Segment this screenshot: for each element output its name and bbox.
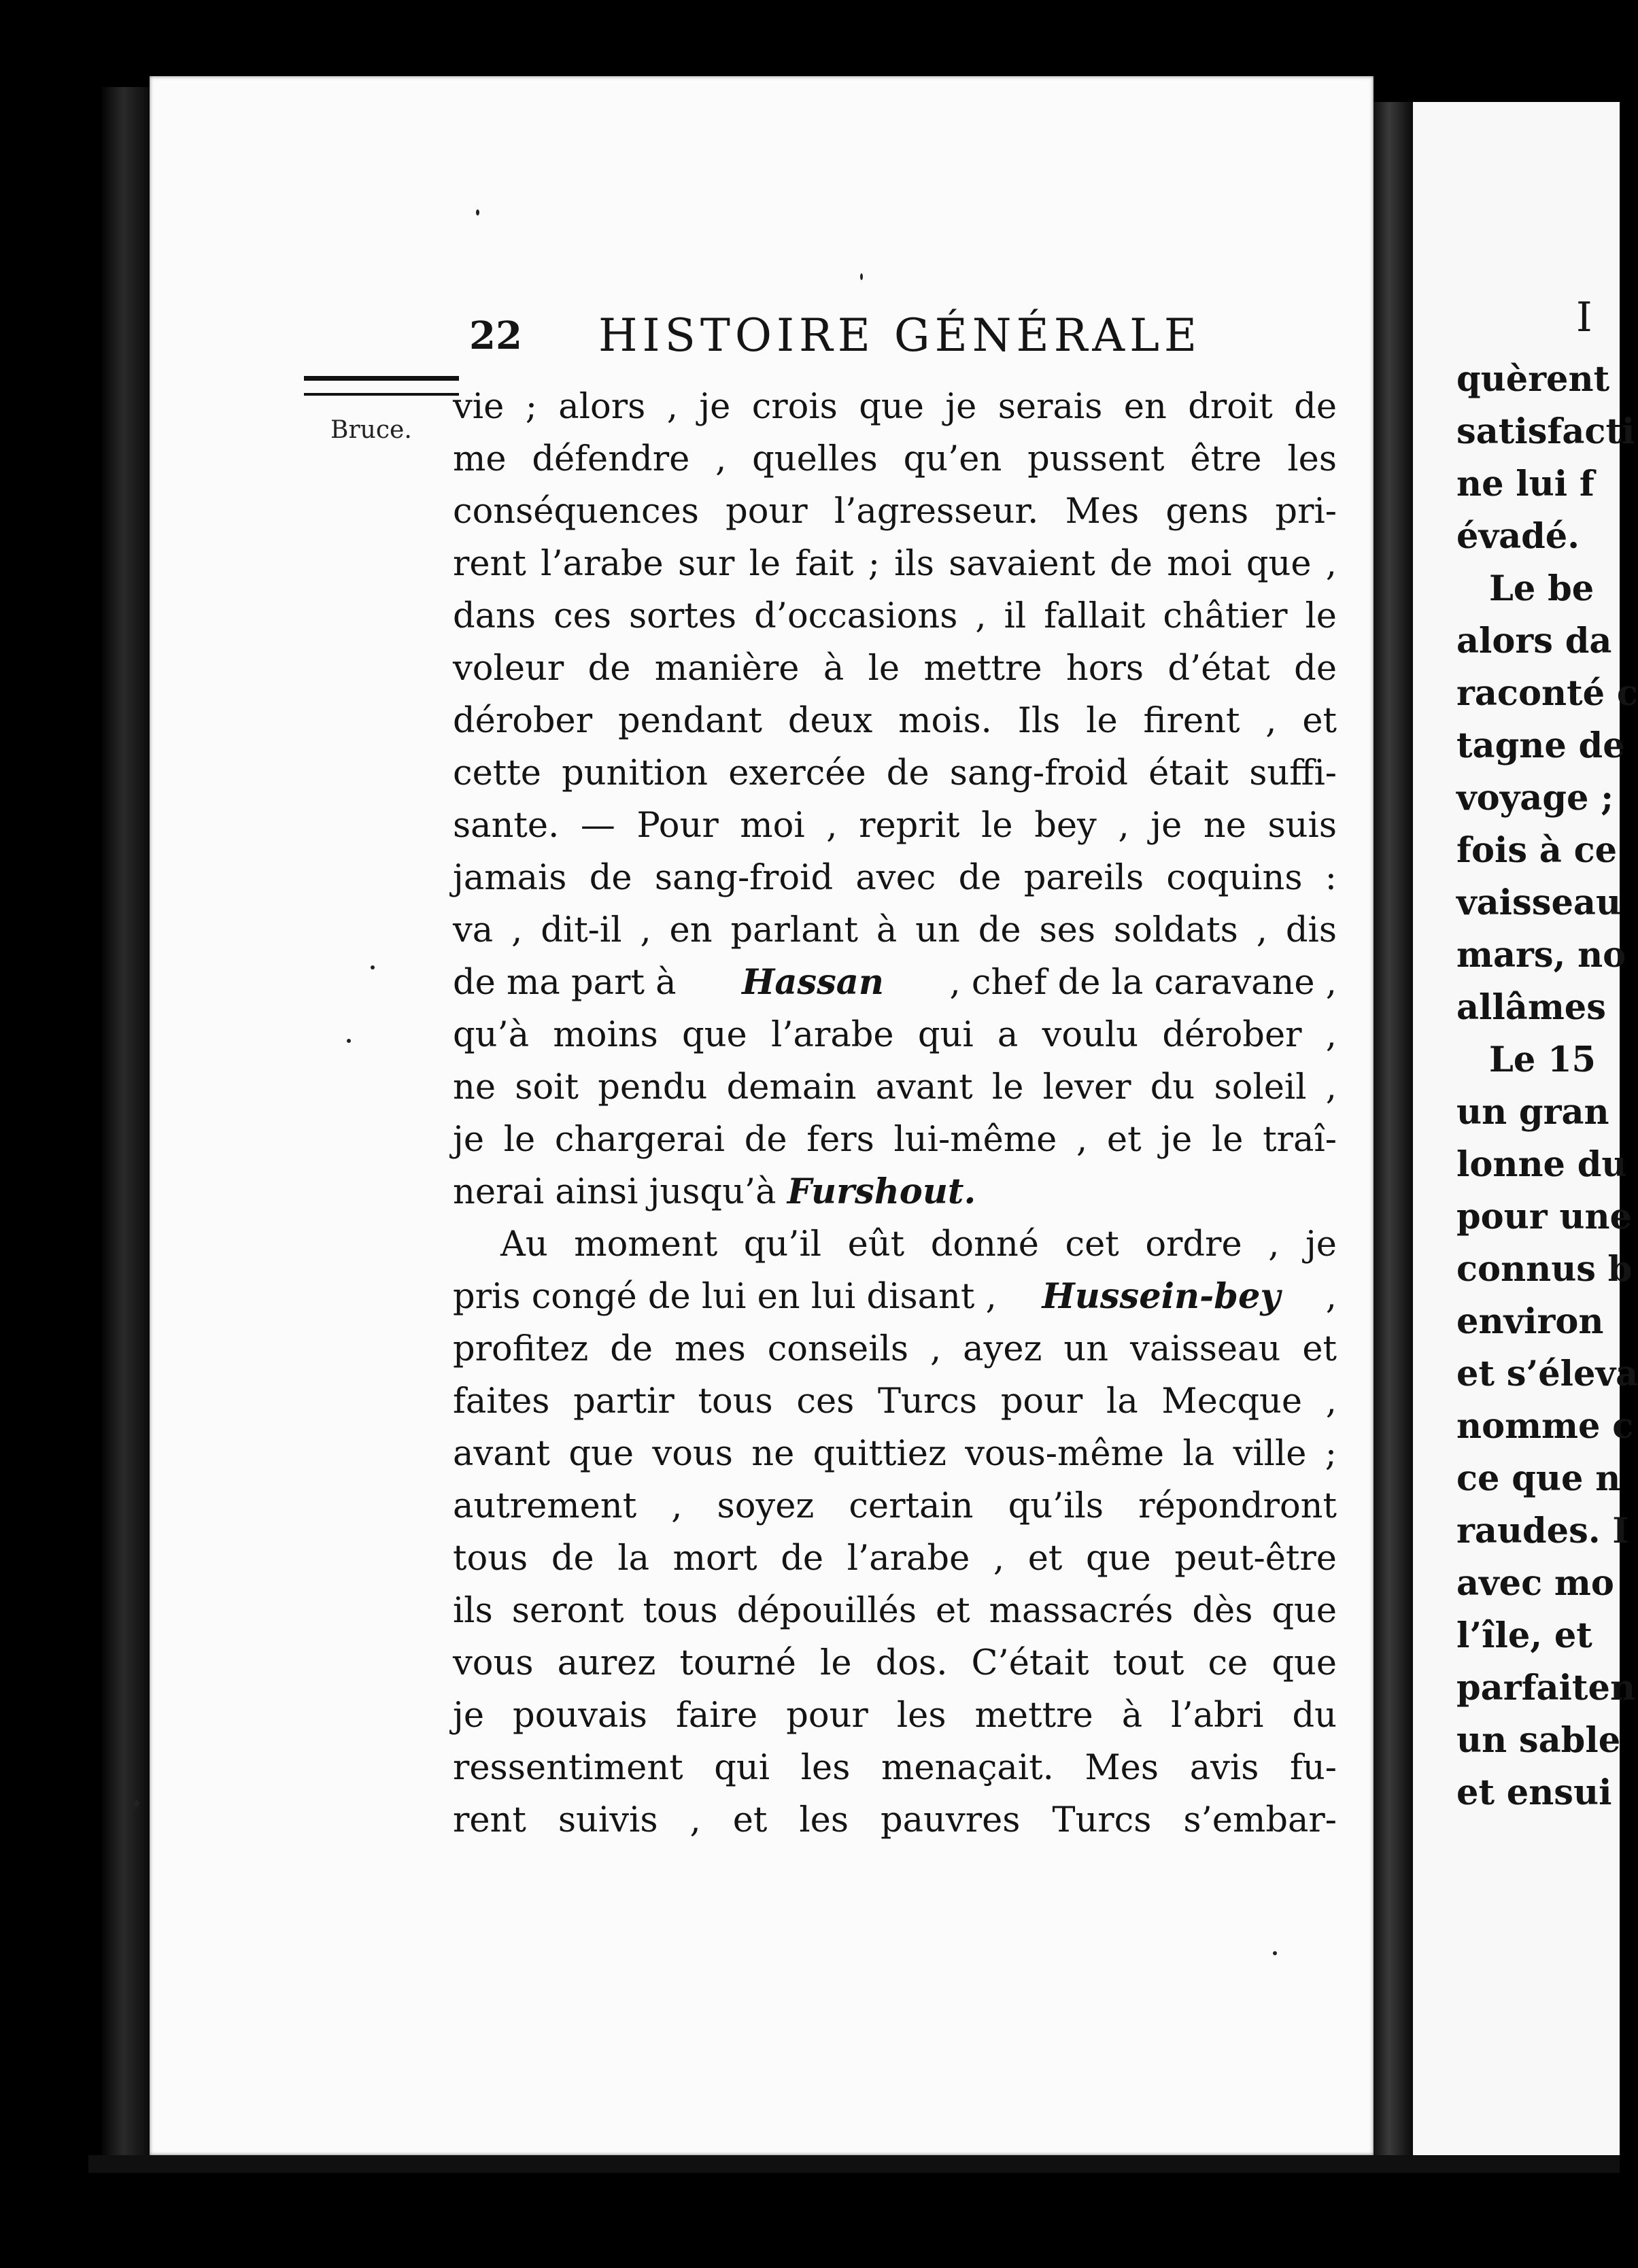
facing-text-line: satisfacti [1456,411,1635,452]
text-line [453,904,1337,957]
text-segment: , chef de la caravane , [938,963,1337,1003]
text-line [453,1585,1337,1637]
text-segment: ils seront tous dépouillés et massacrés dès que [453,1591,1337,1631]
facing-text-line: ce que n [1456,1458,1621,1499]
text-line [453,1428,1337,1480]
text-segment: me défendre , quelles qu’en pussent être les [453,439,1337,479]
facing-text-line: connus b [1456,1249,1633,1290]
text-segment: cette punition exercée de sang-froid était suffi- [453,753,1337,793]
text-segment: faites partir tous ces Turcs pour la Mecque , [453,1381,1337,1422]
body-text [453,381,1337,1846]
scan-speck [1273,1951,1277,1955]
text-segment: jamais de sang-froid avec de pareils coquins : [453,858,1337,898]
text-line [453,800,1337,852]
text-line [453,485,1337,538]
text-line [453,590,1337,642]
facing-text-line: lonne du [1456,1144,1627,1185]
facing-text-line: quèrent [1456,359,1610,400]
text-segment: , [1314,1277,1337,1317]
text-segment: avant que vous ne quittiez vous-même la ville ; [453,1434,1337,1474]
text-segment: tous de la mort de l’arabe , et que peut-être [453,1539,1337,1579]
scan-speck [347,1039,351,1043]
facing-page-head: I [1576,294,1592,341]
facing-text-line: mars, no [1456,935,1626,976]
text-line [453,747,1337,800]
facing-text-line: parfaiten [1456,1668,1636,1708]
facing-text-line: raudes. I [1456,1511,1629,1551]
facing-text-line: évadé. [1456,516,1580,557]
text-line [453,695,1337,747]
text-segment: vous aurez tourné le dos. C’était tout ce que [453,1643,1337,1683]
facing-text-line: tagne de [1456,725,1625,766]
text-segment: qu’à moins que l’arabe qui a voulu dérober , [453,1015,1337,1055]
facing-text-line: avec mo [1456,1563,1614,1604]
text-line [453,1061,1337,1114]
facing-text-line: un gran [1456,1092,1609,1133]
facing-text-line: voyage ; [1456,778,1614,819]
facing-text-line: un sable [1456,1720,1621,1761]
text-segment: rent suivis , et les pauvres Turcs s’embar- [453,1800,1337,1840]
facing-text-line: nomme c [1456,1406,1634,1447]
facing-text-line: l’île, et [1456,1615,1592,1656]
text-segment: profitez de mes conseils , ayez un vaisseau et [453,1329,1337,1369]
text-segment: nerai ainsi jusqu’à [453,1172,787,1212]
text-segment: dans ces sortes d’occasions , il fallait châtier le [453,596,1337,636]
scan-speck [133,1800,139,1806]
text-line [453,1480,1337,1532]
facing-text-line: Le be [1489,568,1594,609]
text-line [453,852,1337,904]
italic-text: Furshout. [787,1171,976,1212]
left-book-edge [102,87,150,2167]
text-segment: ne soit pendu demain avant le lever du soleil , [453,1067,1337,1107]
italic-text: Hassan [742,962,884,1003]
facing-text-line: ne lui f [1456,464,1594,504]
bottom-book-edge [88,2155,1620,2173]
scan-speck [476,209,479,216]
text-segment: voleur de manière à le mettre hors d’état de [453,649,1337,689]
facing-text-line: et s’éleva [1456,1354,1638,1394]
text-segment: je le chargerai de fers lui-même , et je le traî- [453,1120,1337,1160]
margin-rule [304,376,459,396]
page-number: 22 [469,313,522,358]
text-segment: Au moment qu’il eût donné cet ordre , je [500,1224,1337,1265]
text-line [453,381,1337,433]
text-segment: conséquences pour l’agresseur. Mes gens pri- [453,492,1337,532]
text-line [453,1114,1337,1166]
text-segment: va , dit-il , en parlant à un de ses soldats , dis [453,910,1337,950]
scan-speck [371,965,375,969]
facing-text-line: allâmes [1456,987,1606,1028]
text-segment: pris congé de lui en lui disant , [453,1277,1008,1317]
text-line [453,1271,1337,1323]
margin-note: Bruce. [330,416,412,444]
text-line [453,1009,1337,1061]
text-line [453,957,1337,1009]
text-line [453,1166,1337,1218]
facing-text-line: fois à ce [1456,830,1618,871]
book-gutter [1373,102,1413,2169]
facing-text-line: et ensui [1456,1772,1612,1813]
text-segment: vie ; alors , je crois que je serais en droit de [453,387,1337,427]
text-line [453,433,1337,485]
text-line [453,1532,1337,1585]
running-title: HISTOIRE GÉNÉRALE [598,309,1202,362]
text-line [453,1689,1337,1742]
text-line [453,1742,1337,1794]
facing-text-line: alors da [1456,621,1612,662]
text-line [453,1637,1337,1689]
text-line [453,1794,1337,1846]
text-line [453,1375,1337,1428]
text-line [453,1323,1337,1375]
text-segment: dérober pendant deux mois. Ils le firent , et [453,701,1337,741]
text-segment: autrement , soyez certain qu’ils répondront [453,1486,1337,1526]
facing-text-line: pour une [1456,1197,1632,1237]
text-segment: rent l’arabe sur le fait ; ils savaient de moi que , [453,544,1337,584]
text-segment: sante. — Pour moi , reprit le bey , je ne suis [453,806,1337,846]
text-line [453,1218,1337,1271]
facing-text-line: Le 15 [1489,1040,1597,1080]
scan-speck [860,273,863,280]
text-segment: ressentiment qui les menaçait. Mes avis fu- [453,1748,1337,1788]
facing-text-line: environ [1456,1301,1604,1342]
text-line [453,642,1337,695]
running-head [469,309,1217,371]
facing-text-line: raconté c [1456,673,1638,714]
text-segment: je pouvais faire pour les mettre à l’abri du [453,1696,1337,1736]
text-segment: de ma part à [453,963,687,1003]
text-line [453,538,1337,590]
italic-text: Hussein-bey [1042,1276,1281,1317]
facing-page-text [1456,354,1638,1819]
facing-text-line: vaisseau [1456,882,1622,923]
